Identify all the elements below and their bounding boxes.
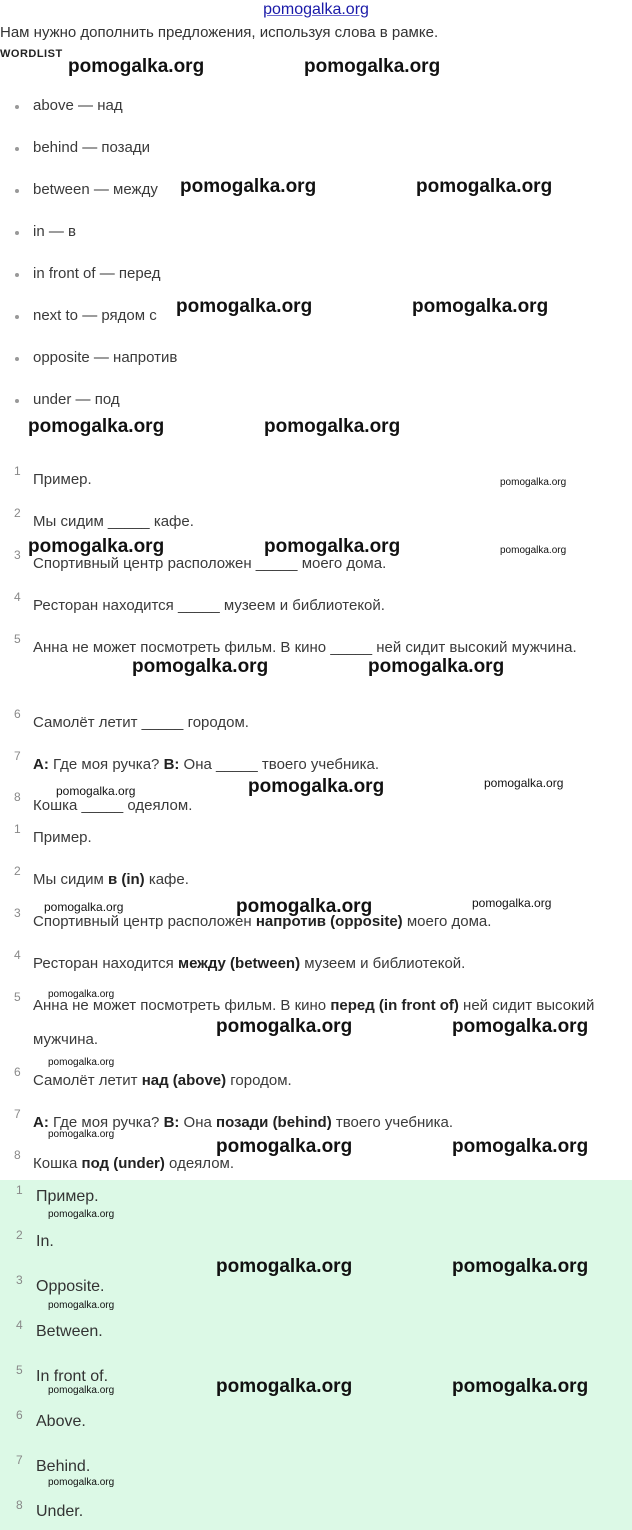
site-title-link[interactable]: pomogalka.org — [263, 1, 369, 18]
watermark: pomogalka.org — [452, 1376, 589, 1397]
watermark: pomogalka.org — [452, 1016, 589, 1037]
bullet-icon — [15, 147, 19, 151]
watermark: pomogalka.org — [216, 1376, 353, 1397]
bullet-icon — [15, 105, 19, 109]
watermark: pomogalka.org — [236, 896, 373, 917]
answer-highlight: над (above) — [141, 1072, 227, 1089]
watermark: pomogalka.org — [48, 1477, 115, 1488]
watermark: pomogalka.org — [248, 776, 385, 797]
task-intro: Нам нужно дополнить предложения, используя слова в рамке. — [0, 24, 439, 41]
answer-highlight: под (under) — [81, 1155, 165, 1172]
watermark: pomogalka.org — [500, 477, 567, 488]
answer-highlight: позади (behind) — [216, 1114, 332, 1131]
watermark: pomogalka.org — [56, 784, 136, 798]
watermark: pomogalka.org — [28, 416, 165, 437]
answer-highlight: напротив (opposite) — [255, 913, 403, 930]
bullet-icon — [15, 189, 19, 193]
bullet-icon — [15, 231, 19, 235]
watermark: pomogalka.org — [28, 536, 165, 557]
watermark: pomogalka.org — [48, 1209, 115, 1220]
bullet-icon — [15, 357, 19, 361]
watermark: pomogalka.org — [48, 1057, 115, 1068]
answer-highlight: перед (in front of) — [330, 997, 459, 1014]
bullet-icon — [15, 273, 19, 277]
bullet-icon — [15, 315, 19, 319]
watermark: pomogalka.org — [48, 1129, 115, 1140]
watermark: pomogalka.org — [452, 1256, 589, 1277]
watermark: pomogalka.org — [48, 989, 115, 1000]
watermark: pomogalka.org — [216, 1136, 353, 1157]
watermark: pomogalka.org — [500, 545, 567, 556]
watermark: pomogalka.org — [484, 776, 564, 790]
watermark: pomogalka.org — [416, 176, 553, 197]
watermark: pomogalka.org — [68, 56, 205, 77]
watermark: pomogalka.org — [368, 656, 505, 677]
watermark: pomogalka.org — [452, 1136, 589, 1157]
watermark: pomogalka.org — [264, 416, 401, 437]
answer-highlight: в (in) — [107, 871, 145, 888]
watermark: pomogalka.org — [44, 900, 124, 914]
watermark: pomogalka.org — [216, 1256, 353, 1277]
watermark: pomogalka.org — [180, 176, 317, 197]
watermark: pomogalka.org — [472, 896, 552, 910]
watermark: pomogalka.org — [216, 1016, 353, 1037]
watermark: pomogalka.org — [176, 296, 313, 317]
watermark: pomogalka.org — [304, 56, 441, 77]
answers-panel: 1 Пример. 2 In. 3 Opposite. 4 Between. 5 In front of. 6 Above. 7 Behind. 8 Under. — [0, 1180, 632, 1530]
bullet-icon — [15, 399, 19, 403]
watermark: pomogalka.org — [412, 296, 549, 317]
watermark: pomogalka.org — [48, 1300, 115, 1311]
answer-highlight: между (between) — [177, 955, 301, 972]
watermark: pomogalka.org — [264, 536, 401, 557]
watermark: pomogalka.org — [132, 656, 269, 677]
watermark: pomogalka.org — [48, 1385, 115, 1396]
wordlist-heading: WORDLIST — [0, 48, 63, 60]
